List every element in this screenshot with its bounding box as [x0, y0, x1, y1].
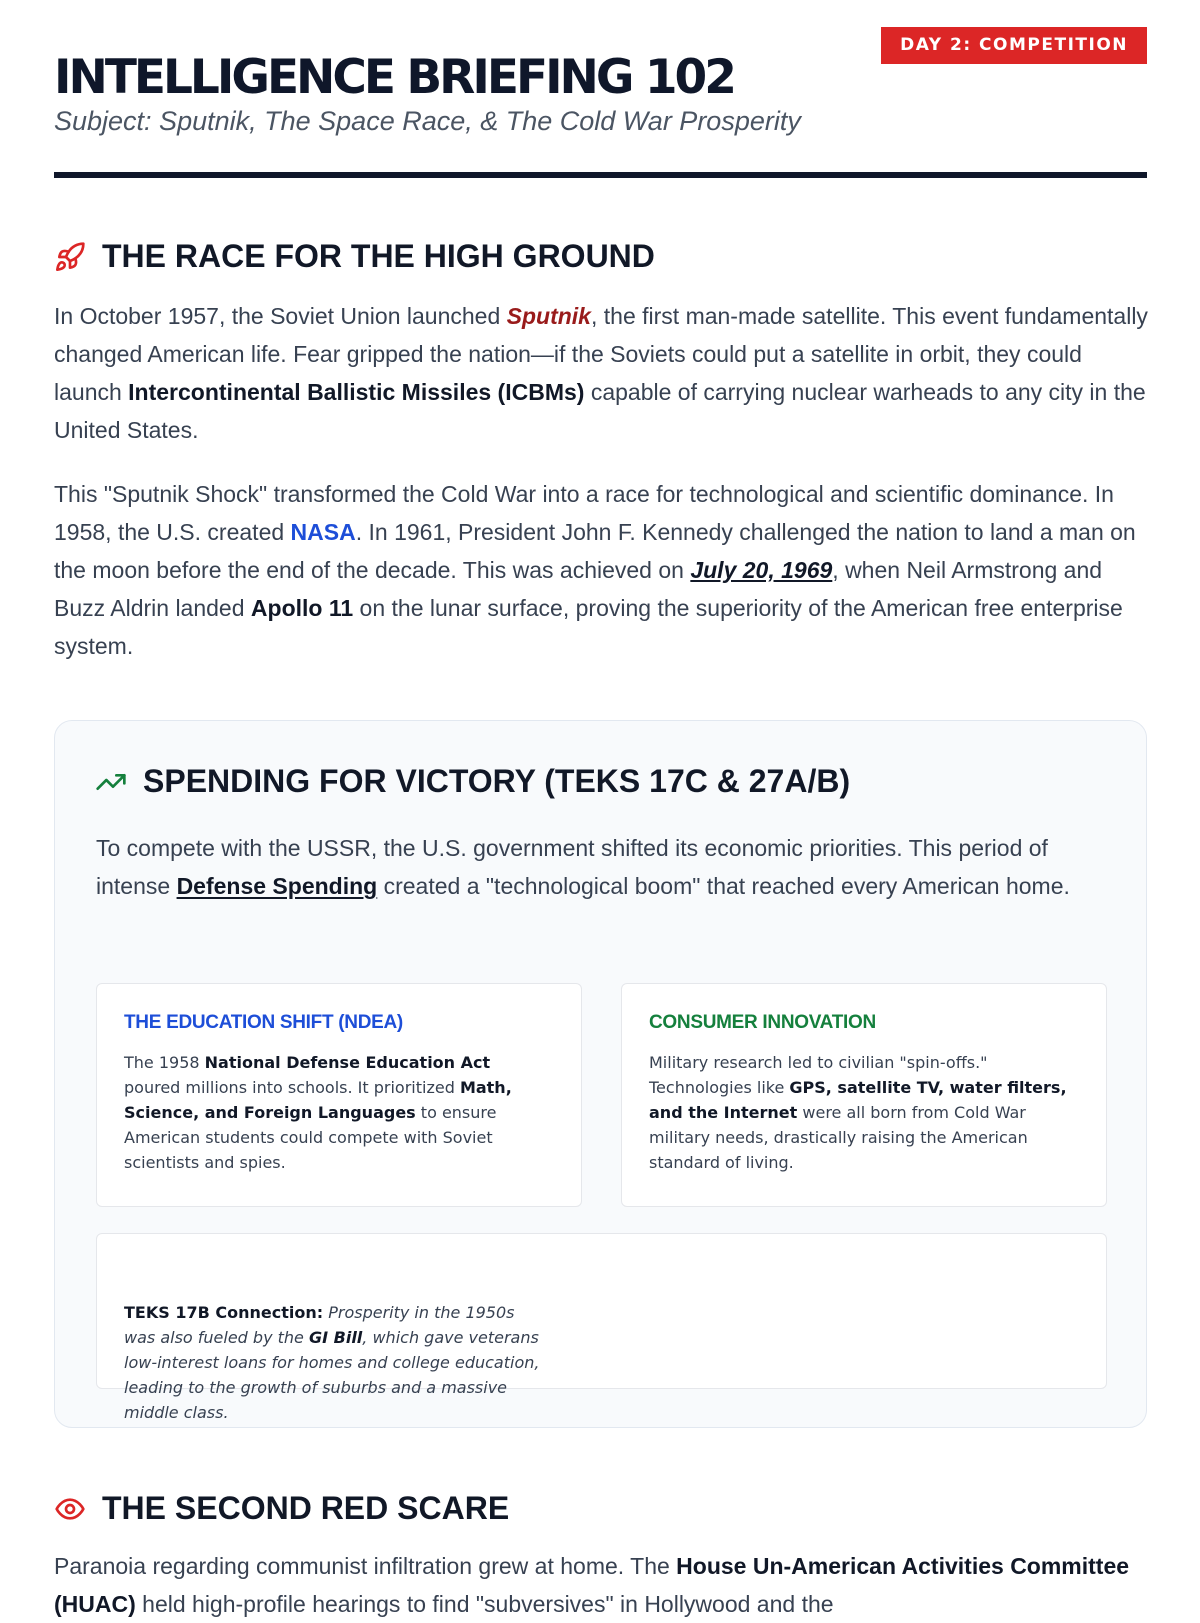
- teks-connection-text: TEKS 17B Connection: Prosperity in the 1950s was also fueled by the GI Bill, which gave veterans low-interest loans for homes and college education, leading to the growth of suburbs and a massive middle class.: [124, 1303, 540, 1422]
- section-heading: SPENDING FOR VICTORY (TEKS 17C & 27A/B): [143, 763, 851, 799]
- consumer-card: [621, 983, 1107, 1207]
- teks-label: TEKS 17B Connection:: [124, 1303, 324, 1322]
- education-card: [96, 983, 582, 1207]
- day-badge: DAY 2: COMPETITION: [881, 27, 1147, 64]
- page-subtitle: Subject: Sputnik, The Space Race, & The Cold War Prosperity: [54, 106, 801, 136]
- page-title: INTELLIGENCE BRIEFING 102: [54, 50, 734, 105]
- race-paragraph-1: In October 1957, the Soviet Union launched Sputnik, the first man-made satellite. This event fundamentally changed American life. Fear gripped the nation—if the Soviets could put a satellite in orbit, they could launch Intercontinental Ballistic Missiles (ICBMs) capable of carrying nuclear warheads to any city in the United States.: [54, 303, 1148, 443]
- section-heading: THE RACE FOR THE HIGH GROUND: [102, 238, 655, 274]
- trending-up-icon: [95, 766, 127, 798]
- page-header: [54, 0, 1147, 178]
- section-race-heading: [54, 238, 655, 275]
- rocket-icon: [54, 241, 86, 273]
- defense-spending-term: Defense Spending: [176, 873, 378, 899]
- section-spending-heading: [95, 763, 850, 800]
- consumer-card-body: Military research led to civilian "spin-offs." Technologies like GPS, satellite TV, water filters, and the Internet were all born from Cold War military needs, drastically raising the American standard of living.: [649, 1053, 1067, 1172]
- spending-intro: To compete with the USSR, the U.S. government shifted its economic priorities. This period of intense Defense Spending created a "technological boom" that reached every American home.: [96, 835, 1070, 899]
- education-card-body: The 1958 National Defense Education Act poured millions into schools. It prioritized Math, Science, and Foreign Languages to ensure American students could compete with Soviet scientists and spies.: [124, 1053, 512, 1172]
- consumer-card-title: CONSUMER INNOVATION: [649, 1012, 876, 1033]
- teks-connection-card: [96, 1233, 1107, 1422]
- race-paragraph-2: This "Sputnik Shock" transformed the Cold War into a race for technological and scientific dominance. In 1958, the U.S. created NASA. In 1961, President John F. Kennedy challenged the nation to land a man on the moon before the end of the decade. This was achieved on July 20, 1969, when Neil Armstrong and Buzz Aldrin landed Apollo 11 on the lunar surface, proving the superiority of the American free enterprise system.: [54, 481, 1136, 659]
- eye-icon: [54, 1493, 86, 1525]
- spending-panel: [54, 720, 1147, 1428]
- nasa-term: NASA: [290, 519, 356, 545]
- icbm-term: Intercontinental Ballistic Missiles (ICBMs): [128, 379, 585, 405]
- sputnik-term: Sputnik: [506, 303, 591, 329]
- section-heading: THE SECOND RED SCARE: [102, 1490, 510, 1526]
- red-scare-paragraph: Paranoia regarding communist infiltration grew at home. The House Un-American Activities Committee (HUAC) held high-profile hearings to find "subversives" in Hollywood and the: [54, 1553, 1130, 1617]
- section-red-scare-heading: [54, 1490, 509, 1527]
- huac-term: House Un-American Activities Committee (HUAC): [54, 1553, 1130, 1617]
- apollo-term: Apollo 11: [250, 595, 354, 621]
- moon-landing-date: July 20, 1969: [690, 557, 833, 583]
- education-card-title: THE EDUCATION SHIFT (NDEA): [124, 1012, 403, 1033]
